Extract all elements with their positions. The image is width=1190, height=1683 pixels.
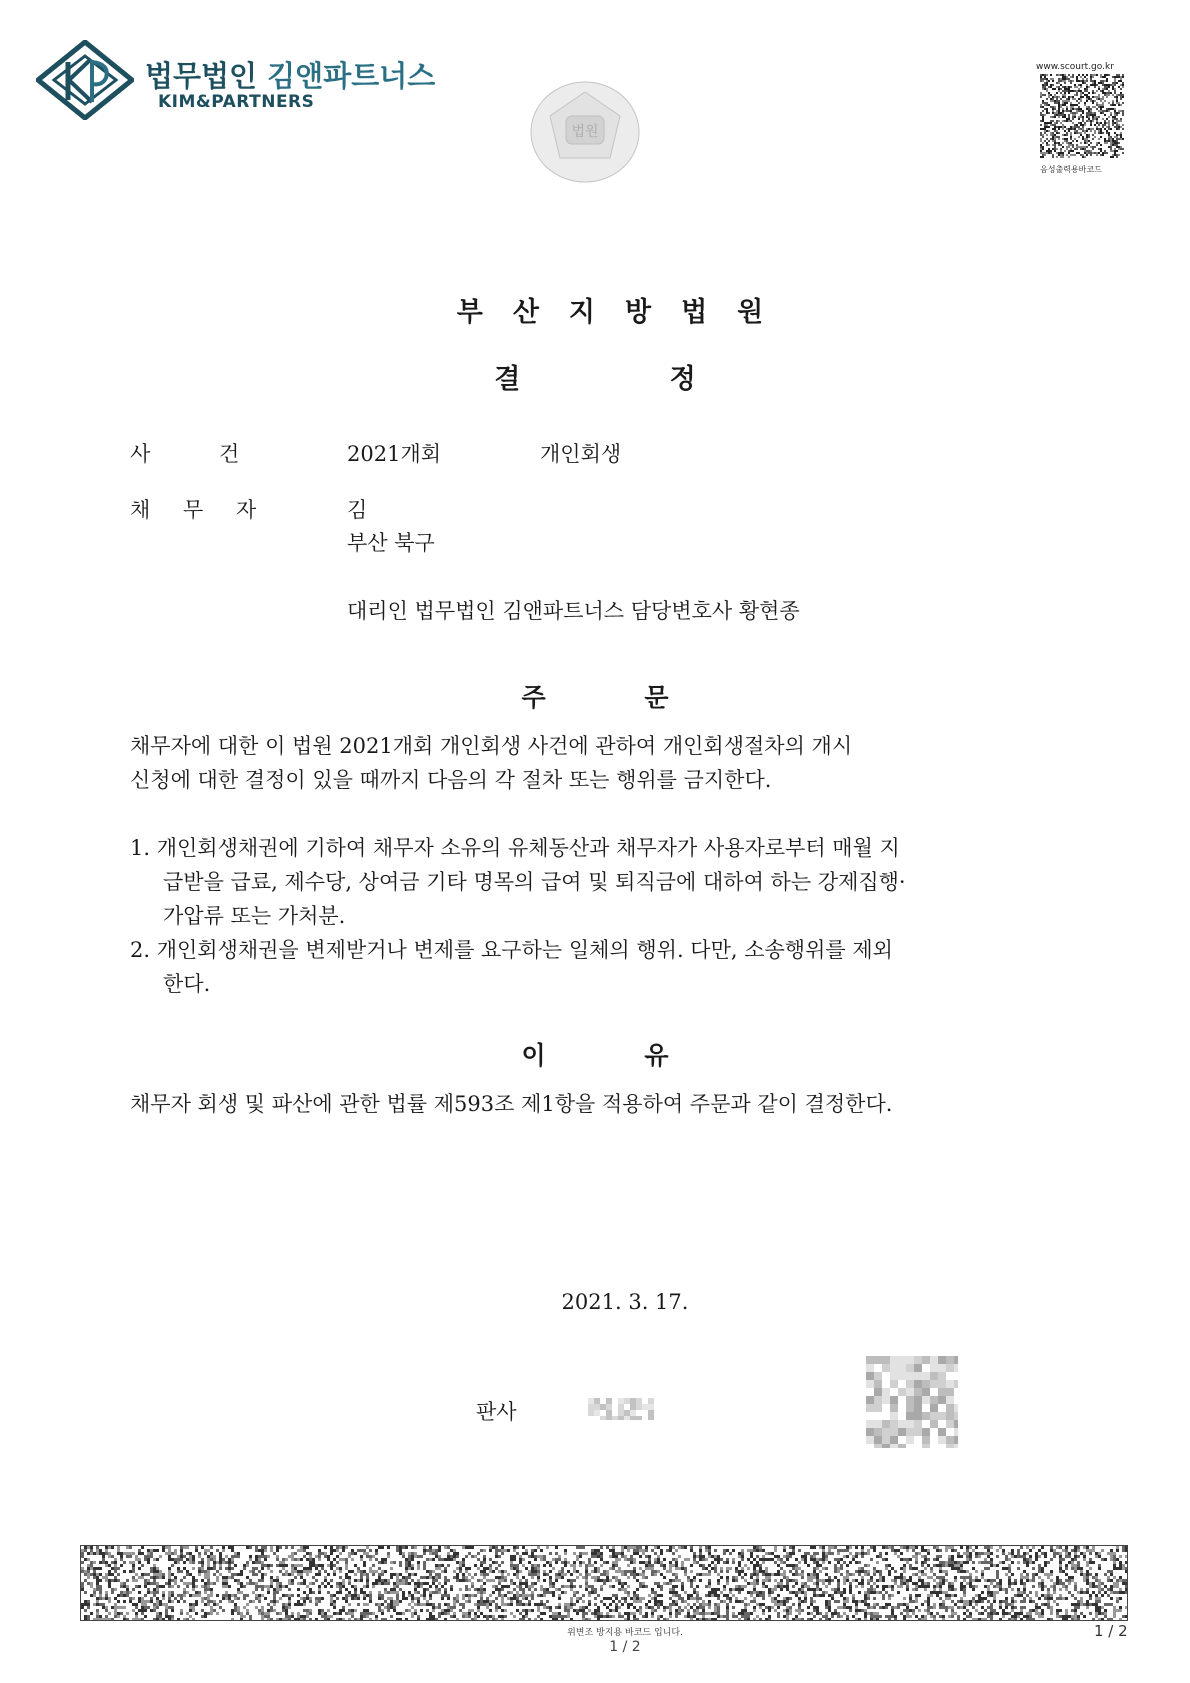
qr-code-icon (1040, 74, 1124, 158)
case-number: 2021개회 (347, 442, 442, 466)
debtor-label: 채 무 자 (130, 498, 257, 522)
agent-line: 대리인 법무법인 김앤파트너스 담당변호사 황현종 (347, 599, 800, 623)
case-name: 개인회생 (540, 442, 622, 466)
page-number-center: 1 / 2 (609, 1639, 641, 1655)
debtor-address: 부산 북구 (347, 531, 435, 555)
order-line-2: 신청에 대한 결정이 있을 때까지 다음의 각 절차 또는 행위를 금지한다. (130, 768, 772, 792)
debtor-name: 김 (347, 498, 368, 522)
firm-name-korean: 법무법인 김앤파트너스 (145, 59, 436, 93)
reason-heading: 이 유 (521, 1041, 669, 1070)
order-heading: 주 문 (521, 683, 669, 712)
court-seal-text: 법원 (571, 124, 599, 140)
judge-seal-redacted (866, 1356, 958, 1448)
judge-label: 판사 (476, 1400, 517, 1424)
order-item-1-line-1: 1. 개인회생채권에 기하여 채무자 소유의 유체동산과 채무자가 사용자로부터 매월 지 (130, 836, 900, 860)
order-line-1: 채무자에 대한 이 법원 2021개회 개인회생 사건에 관하여 개인회생절차의 개시 (130, 734, 853, 758)
qr-caption: 음성출력용바코드 (1040, 165, 1102, 174)
court-seal-icon (528, 78, 643, 186)
order-item-1-line-3: 가압류 또는 가처분. (163, 904, 346, 928)
barcode-note: 위변조 방지용 바코드 입니다. (567, 1628, 683, 1638)
reason-text: 채무자 회생 및 파산에 관한 법률 제593조 제1항을 적용하여 주문과 같이 결정한다. (130, 1092, 893, 1116)
court-name: 부산지방법원 (456, 297, 794, 328)
decision-date: 2021. 3. 17. (561, 1290, 689, 1314)
page-number: 1 / 2 (1094, 1622, 1128, 1640)
order-item-2-line-2: 한다. (163, 972, 211, 996)
qr-url: www.scourt.go.kr (1036, 62, 1114, 72)
firm-name-english: KIM&PARTNERS (158, 92, 315, 112)
judge-name-redacted (582, 1398, 654, 1420)
anti-forgery-barcode (80, 1545, 1128, 1621)
order-item-1-line-2: 급받을 급료, 제수당, 상여금 기타 명목의 급여 및 퇴직금에 대하여 하는 강제집행· (163, 870, 906, 894)
order-item-2-line-1: 2. 개인회생채권을 변제받거나 변제를 요구하는 일체의 행위. 다만, 소송행위를 제외 (130, 938, 893, 962)
case-label: 사 건 (130, 442, 240, 466)
document-type: 결 정 (494, 364, 696, 395)
firm-logo-icon (36, 40, 134, 120)
